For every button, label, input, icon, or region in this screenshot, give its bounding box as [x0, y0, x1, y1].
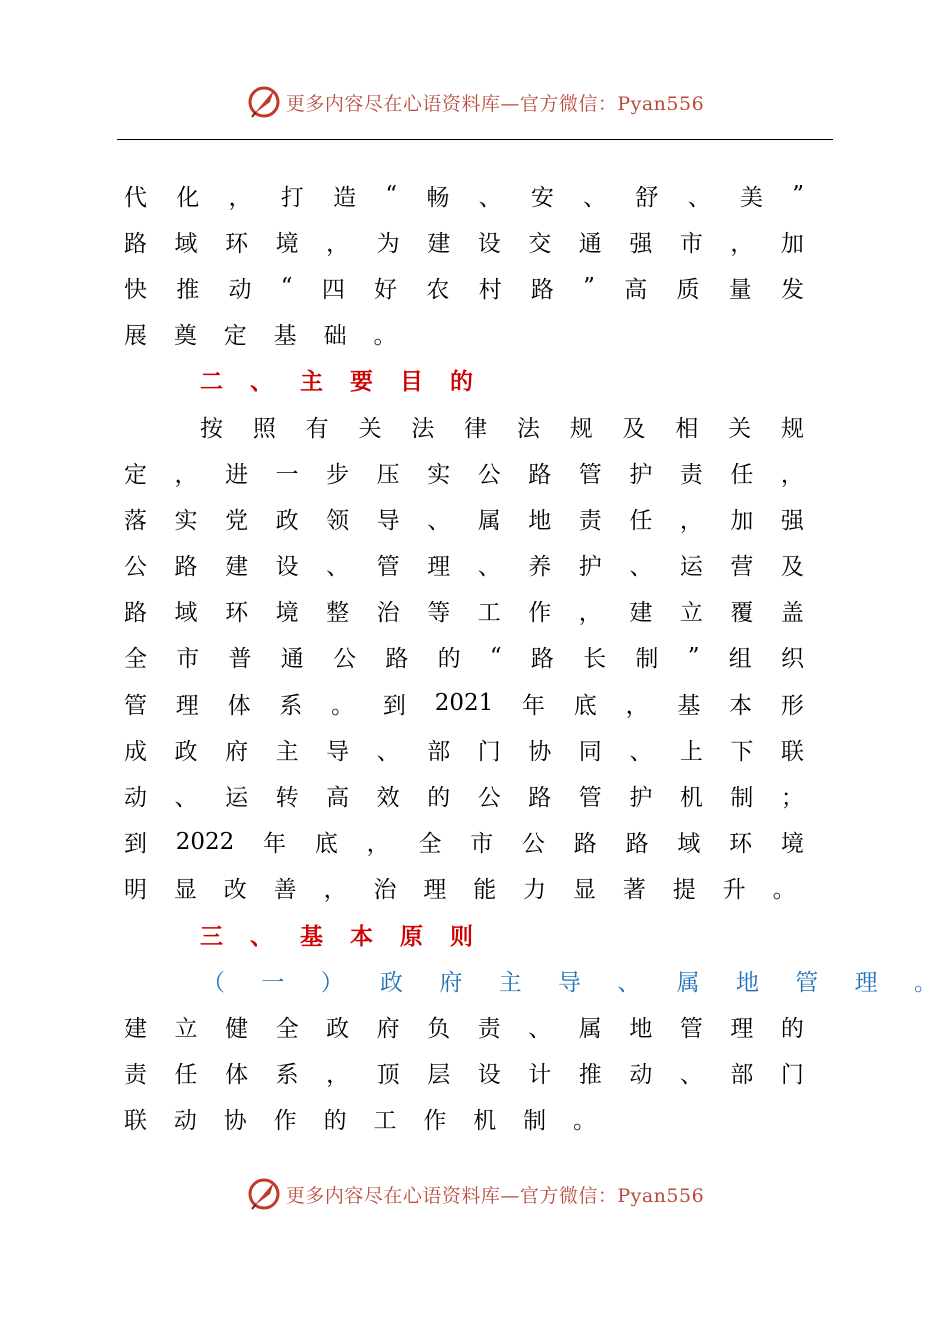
glyph: 理	[730, 1015, 754, 1042]
glyph: 境	[780, 831, 804, 858]
glyph: 定	[124, 461, 147, 488]
text-line	[124, 680, 804, 726]
glyph: 境	[275, 600, 299, 627]
text-line	[124, 726, 804, 772]
glyph: 步	[326, 461, 350, 488]
quill-logo-icon	[246, 1176, 282, 1212]
glyph: 主	[498, 969, 522, 996]
glyph: 作	[423, 1108, 447, 1135]
glyph: 为	[376, 230, 400, 257]
glyph: 织	[780, 646, 804, 673]
glyph: 。	[331, 692, 355, 719]
glyph: 域	[677, 831, 701, 858]
text-line	[124, 218, 804, 264]
text-line	[124, 542, 804, 588]
glyph: 实	[427, 461, 451, 488]
glyph: 管	[124, 692, 147, 719]
glyph: 到	[124, 831, 147, 858]
glyph: 高	[624, 276, 648, 303]
glyph: 进	[225, 461, 249, 488]
glyph: 责	[679, 461, 703, 488]
glyph: 体	[227, 692, 251, 719]
glyph: 属	[477, 507, 501, 534]
glyph: 到	[382, 692, 406, 719]
glyph: 则	[450, 922, 473, 950]
text-line	[124, 449, 804, 495]
glyph: 全	[275, 1015, 299, 1042]
glyph: 门	[780, 1062, 804, 1089]
glyph: 治	[373, 877, 397, 904]
glyph: 覆	[730, 600, 754, 627]
glyph: ，	[174, 461, 198, 488]
header-divider	[117, 139, 833, 140]
sub-heading	[124, 957, 937, 1003]
text-line	[124, 634, 804, 680]
glyph: 、	[478, 184, 502, 211]
header-banner	[0, 80, 950, 124]
glyph: 美	[739, 184, 763, 211]
glyph: “	[280, 274, 293, 301]
glyph: 力	[523, 877, 547, 904]
glyph: 制	[730, 785, 754, 812]
glyph: 基	[677, 692, 701, 719]
glyph: 地	[528, 507, 552, 534]
glyph: 打	[280, 184, 304, 211]
glyph: ”	[583, 274, 595, 301]
glyph: 加	[730, 507, 754, 534]
glyph: 质	[676, 276, 700, 303]
glyph: 部	[427, 738, 451, 765]
glyph: 任	[730, 461, 754, 488]
glyph: 政	[174, 738, 198, 765]
glyph: 立	[679, 600, 703, 627]
glyph: 组	[728, 646, 752, 673]
glyph: 基	[273, 323, 297, 350]
glyph: 市	[470, 831, 494, 858]
glyph: 基	[300, 922, 323, 950]
glyph: 建	[427, 230, 451, 257]
text-line	[124, 264, 804, 310]
glyph: 安	[530, 184, 554, 211]
glyph: 工	[477, 600, 501, 627]
glyph: 整	[326, 600, 350, 627]
glyph: 理	[427, 554, 451, 581]
glyph: 体	[225, 1062, 249, 1089]
glyph: 本	[350, 922, 373, 950]
text-line	[124, 403, 804, 449]
glyph: ”	[792, 182, 804, 209]
glyph: 发	[780, 276, 804, 303]
glyph: 法	[516, 415, 540, 442]
section-heading	[124, 911, 804, 957]
glyph: 工	[373, 1108, 397, 1135]
glyph: 府	[225, 738, 249, 765]
text-line	[124, 1096, 804, 1142]
glyph: 础	[323, 323, 347, 350]
glyph: 责	[124, 1062, 147, 1089]
text-line	[124, 311, 804, 357]
glyph: 年	[522, 692, 546, 719]
glyph: ，	[326, 230, 350, 257]
glyph: 动	[124, 785, 147, 812]
glyph: 动	[629, 1062, 653, 1089]
glyph: 环	[225, 600, 249, 627]
glyph: ，	[780, 461, 804, 488]
glyph: 府	[376, 1015, 400, 1042]
glyph: ，	[730, 230, 754, 257]
glyph: 导	[376, 507, 400, 534]
section-heading	[124, 357, 804, 403]
glyph: 系	[279, 692, 303, 719]
glyph: 相	[675, 415, 699, 442]
glyph: 、	[250, 922, 273, 950]
glyph: 的	[450, 368, 473, 396]
glyph: 运	[679, 554, 703, 581]
glyph: 转	[275, 785, 299, 812]
glyph: 管	[376, 554, 400, 581]
glyph: 三	[200, 922, 223, 950]
glyph: 2021	[434, 690, 494, 717]
glyph: 、	[326, 554, 350, 581]
glyph: 规	[569, 415, 593, 442]
glyph: 实	[174, 507, 198, 534]
glyph: 明	[124, 877, 147, 904]
glyph: 。	[913, 969, 937, 996]
glyph: 的	[323, 1108, 347, 1135]
glyph: 四	[321, 276, 345, 303]
glyph: 协	[528, 738, 552, 765]
glyph: 健	[225, 1015, 249, 1042]
glyph: 农	[426, 276, 450, 303]
glyph: 路	[530, 276, 554, 303]
glyph: 作	[273, 1108, 297, 1135]
glyph: 动	[173, 1108, 197, 1135]
glyph: 加	[780, 230, 804, 257]
glyph: 立	[174, 1015, 198, 1042]
footer-banner	[0, 1172, 950, 1216]
glyph: ）	[320, 969, 344, 996]
glyph: 公	[522, 831, 546, 858]
glyph: 形	[780, 692, 804, 719]
glyph: 原	[400, 922, 423, 950]
glyph: 任	[629, 507, 653, 534]
glyph: 压	[376, 461, 400, 488]
glyph: 推	[176, 276, 200, 303]
glyph: 、	[427, 507, 451, 534]
glyph: 、	[629, 738, 653, 765]
glyph: 属	[676, 969, 700, 996]
text-line	[124, 172, 804, 218]
glyph: 营	[730, 554, 754, 581]
glyph: 理	[854, 969, 878, 996]
glyph: 管	[578, 461, 602, 488]
glyph: 公	[477, 785, 501, 812]
glyph: 、	[528, 1015, 552, 1042]
glyph: 境	[275, 230, 299, 257]
glyph: 作	[528, 600, 552, 627]
glyph: 一	[275, 461, 299, 488]
glyph: 量	[728, 276, 752, 303]
glyph: 属	[578, 1015, 602, 1042]
glyph: 管	[578, 785, 602, 812]
glyph: 路	[174, 554, 198, 581]
glyph: 设	[477, 1062, 501, 1089]
glyph: （	[202, 969, 225, 996]
glyph: 路	[528, 461, 552, 488]
glyph: 门	[477, 738, 501, 765]
glyph: 定	[223, 323, 247, 350]
glyph: 提	[672, 877, 696, 904]
glyph: 责	[477, 1015, 501, 1042]
glyph: 计	[528, 1062, 552, 1089]
glyph: 建	[629, 600, 653, 627]
glyph: 导	[557, 969, 581, 996]
glyph: 通	[280, 646, 304, 673]
glyph: 管	[795, 969, 819, 996]
glyph: 同	[578, 738, 602, 765]
glyph: 护	[578, 554, 602, 581]
glyph: ，	[326, 1062, 350, 1089]
text-line	[124, 772, 804, 818]
glyph: 运	[225, 785, 249, 812]
glyph: 政	[326, 1015, 350, 1042]
glyph: ，	[323, 877, 347, 904]
glyph: ，	[625, 692, 649, 719]
glyph: 底	[314, 831, 338, 858]
glyph: 、	[629, 554, 653, 581]
glyph: 、	[376, 738, 400, 765]
glyph: 负	[427, 1015, 451, 1042]
glyph: 律	[464, 415, 488, 442]
glyph: 协	[223, 1108, 247, 1135]
glyph: 高	[326, 785, 350, 812]
glyph: 畅	[426, 184, 450, 211]
glyph: 治	[376, 600, 400, 627]
text-line	[124, 1050, 804, 1096]
glyph: 主	[300, 368, 323, 396]
glyph: 、	[679, 1062, 703, 1089]
glyph: 的	[780, 1015, 804, 1042]
glyph: 快	[124, 276, 147, 303]
glyph: 路	[124, 230, 147, 257]
glyph: 及	[622, 415, 646, 442]
glyph: 舒	[635, 184, 659, 211]
glyph: 建	[124, 1015, 147, 1042]
glyph: 上	[679, 738, 703, 765]
glyph: 要	[350, 368, 373, 396]
glyph: 年	[263, 831, 287, 858]
glyph: 关	[728, 415, 752, 442]
glyph: 奠	[173, 323, 197, 350]
quill-logo-icon	[246, 84, 282, 120]
glyph: 、	[687, 184, 711, 211]
glyph: 任	[174, 1062, 198, 1089]
glyph: 设	[477, 230, 501, 257]
glyph: 按	[200, 415, 223, 442]
glyph: 理	[423, 877, 447, 904]
glyph: 造	[333, 184, 357, 211]
glyph: ，	[228, 184, 252, 211]
glyph: 公	[333, 646, 357, 673]
glyph: 二	[200, 368, 223, 396]
glyph: 全	[418, 831, 442, 858]
glyph: 部	[730, 1062, 754, 1089]
glyph: 域	[174, 230, 198, 257]
glyph: 村	[478, 276, 502, 303]
glyph: 环	[729, 831, 753, 858]
glyph: 路	[573, 831, 597, 858]
glyph: 著	[622, 877, 646, 904]
glyph: ，	[679, 507, 703, 534]
glyph: 、	[583, 184, 607, 211]
glyph: 制	[523, 1108, 547, 1135]
glyph: “	[489, 643, 502, 670]
glyph: “	[385, 182, 398, 209]
glyph: 地	[735, 969, 759, 996]
banner-text: 更多内容尽在心语资料库—官方微信：Pyan556	[285, 1184, 705, 1207]
glyph: 强	[780, 507, 804, 534]
glyph: 路	[124, 600, 147, 627]
glyph: 照	[252, 415, 276, 442]
glyph: 交	[528, 230, 552, 257]
banner-text: 更多内容尽在心语资料库—官方微信：Pyan556	[285, 92, 705, 115]
text-line	[124, 865, 804, 911]
glyph: 显	[573, 877, 597, 904]
glyph: 2022	[175, 828, 235, 855]
glyph: 规	[780, 415, 804, 442]
glyph: 责	[578, 507, 602, 534]
glyph: 路	[530, 646, 554, 673]
glyph: 制	[635, 646, 659, 673]
glyph: 一	[261, 969, 285, 996]
glyph: 护	[629, 461, 653, 488]
glyph: 护	[629, 785, 653, 812]
glyph: 的	[437, 646, 461, 673]
glyph: 法	[411, 415, 435, 442]
glyph: 机	[679, 785, 703, 812]
glyph: 显	[173, 877, 197, 904]
text-line	[124, 819, 804, 865]
glyph: 系	[275, 1062, 299, 1089]
glyph: 党	[225, 507, 249, 534]
glyph: 升	[722, 877, 746, 904]
glyph: 代	[124, 184, 147, 211]
glyph: 能	[473, 877, 497, 904]
glyph: ，	[578, 600, 602, 627]
glyph: 落	[124, 507, 147, 534]
glyph: 公	[124, 554, 147, 581]
glyph: 联	[124, 1108, 147, 1135]
glyph: 导	[326, 738, 350, 765]
glyph: 。	[573, 1108, 597, 1135]
glyph: 公	[477, 461, 501, 488]
glyph: 路	[528, 785, 552, 812]
glyph: ；	[780, 785, 804, 812]
glyph: 。	[373, 323, 397, 350]
glyph: 层	[427, 1062, 451, 1089]
glyph: 建	[225, 554, 249, 581]
glyph: 联	[780, 738, 804, 765]
document-body	[124, 172, 937, 1142]
glyph: 市	[176, 646, 200, 673]
glyph: 推	[578, 1062, 602, 1089]
glyph: 设	[275, 554, 299, 581]
glyph: 效	[376, 785, 400, 812]
glyph: 下	[730, 738, 754, 765]
glyph: 府	[439, 969, 463, 996]
glyph: 管	[679, 1015, 703, 1042]
text-line	[124, 1003, 804, 1049]
glyph: 养	[528, 554, 552, 581]
glyph: 市	[679, 230, 703, 257]
text-line	[124, 588, 804, 634]
glyph: 强	[629, 230, 653, 257]
glyph: 域	[174, 600, 198, 627]
glyph: 、	[617, 969, 641, 996]
glyph: 、	[250, 368, 273, 396]
glyph: 展	[124, 323, 147, 350]
glyph: 。	[772, 877, 796, 904]
glyph: 通	[578, 230, 602, 257]
glyph: 领	[326, 507, 350, 534]
glyph: 地	[629, 1015, 653, 1042]
text-line	[124, 495, 804, 541]
glyph: 本	[729, 692, 753, 719]
glyph: 成	[124, 738, 147, 765]
glyph: 盖	[780, 600, 804, 627]
glyph: 、	[174, 785, 198, 812]
glyph: ，	[366, 831, 390, 858]
glyph: 的	[427, 785, 451, 812]
glyph: 化	[176, 184, 200, 211]
glyph: 理	[175, 692, 199, 719]
glyph: 路	[625, 831, 649, 858]
glyph: 有	[305, 415, 329, 442]
glyph: ”	[687, 643, 700, 670]
glyph: 改	[223, 877, 247, 904]
glyph: 环	[225, 230, 249, 257]
glyph: 主	[275, 738, 299, 765]
glyph: 政	[379, 969, 403, 996]
glyph: 目	[400, 368, 423, 396]
glyph: 底	[573, 692, 597, 719]
glyph: 政	[275, 507, 299, 534]
glyph: 普	[228, 646, 252, 673]
glyph: 等	[427, 600, 451, 627]
glyph: 善	[273, 877, 297, 904]
glyph: 、	[477, 554, 501, 581]
glyph: 动	[228, 276, 252, 303]
glyph: 及	[780, 554, 804, 581]
glyph: 全	[124, 646, 147, 673]
glyph: 好	[374, 276, 398, 303]
glyph: 关	[358, 415, 382, 442]
glyph: 路	[385, 646, 409, 673]
glyph: 机	[473, 1108, 497, 1135]
glyph: 长	[583, 646, 607, 673]
glyph: 顶	[376, 1062, 400, 1089]
